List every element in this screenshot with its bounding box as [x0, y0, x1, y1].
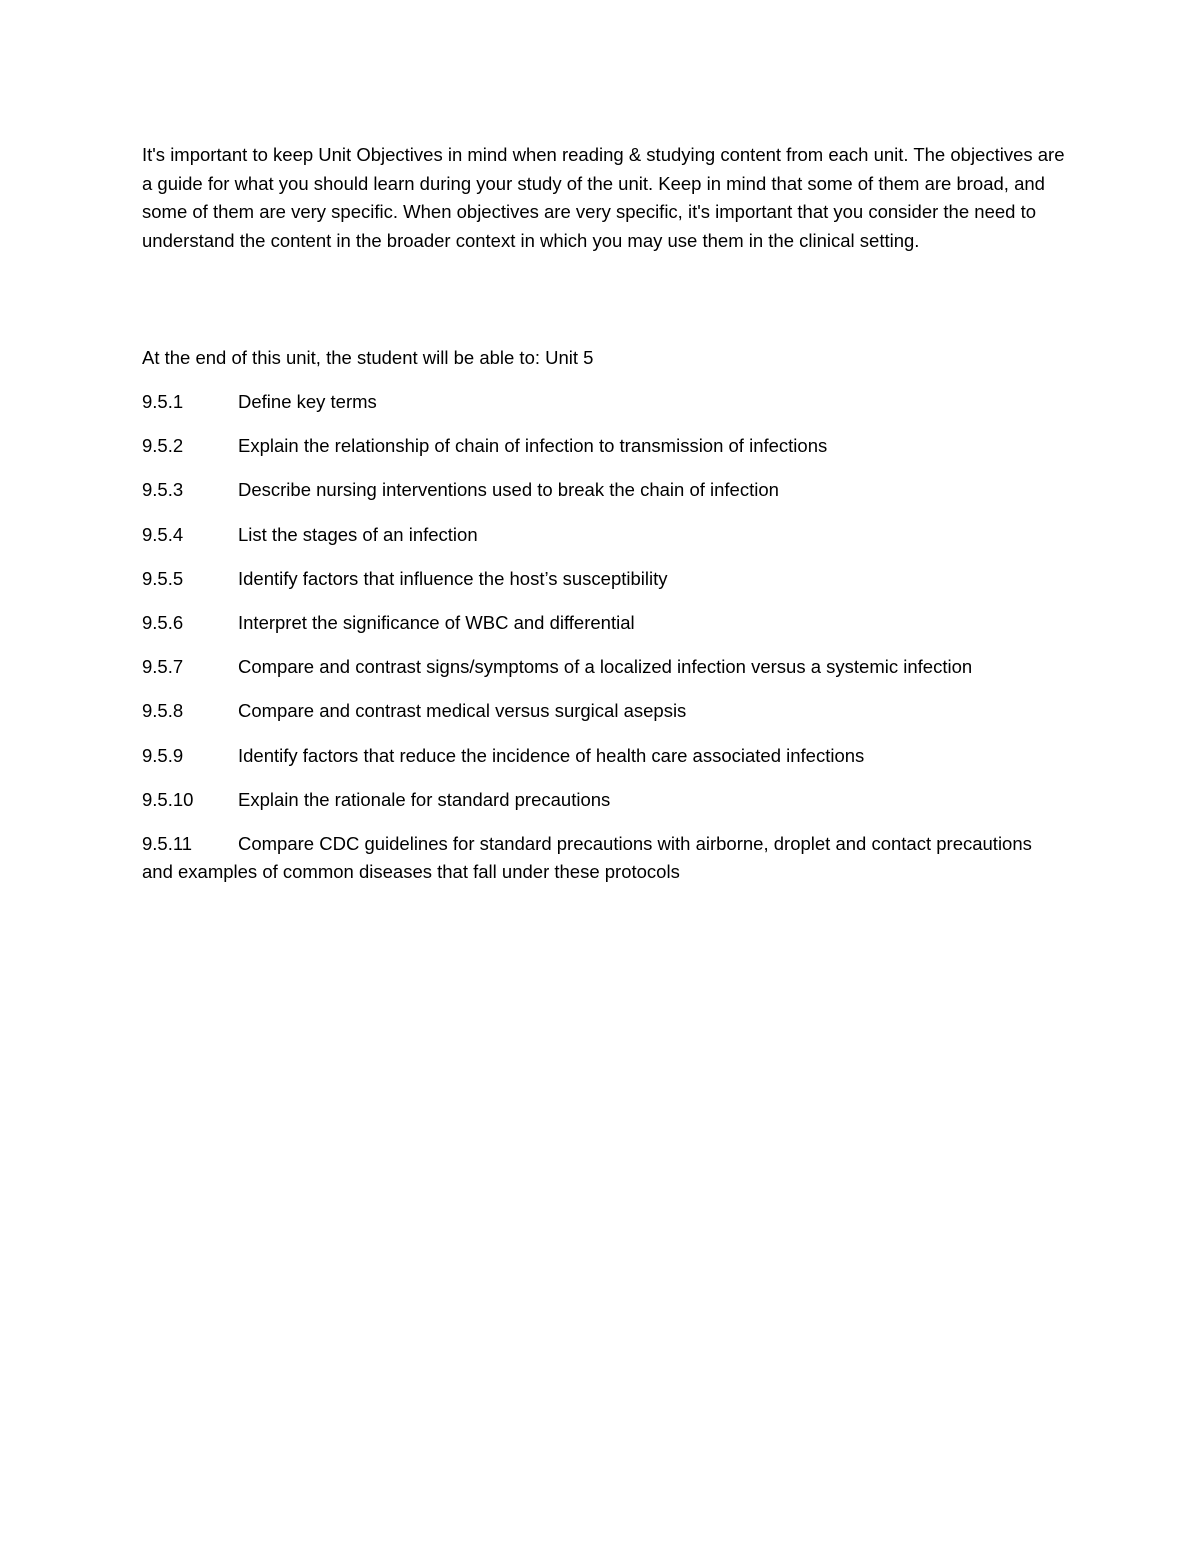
objective-item — [142, 476, 1062, 505]
objective-number: 9.5.8 — [142, 700, 184, 722]
intro-paragraph: It's important to keep Unit Objectives in mind when reading & studying content from each unit. The objectives are a guide for what you should learn during your study of the unit. Keep in mind that some of them are broad, and some of them are very specific. When objectives are very specific, it's important that you consider the need to understand the content in the broader context in which you may use them in the clinical setting. — [142, 144, 1065, 251]
objective-number: 9.5.2 — [142, 435, 184, 457]
objective-number: 9.5.3 — [142, 479, 184, 501]
objective-text: Interpret the significance of WBC and differential — [238, 611, 635, 633]
objective-item — [142, 521, 1062, 550]
objective-number: 9.5.5 — [142, 567, 184, 589]
objective-number: 9.5.10 — [142, 788, 194, 810]
objective-text: Compare and contrast medical versus surgical asepsis — [238, 700, 687, 722]
objectives-lead: At the end of this unit, the student will be able to: Unit 5 — [142, 347, 594, 368]
objective-item — [142, 653, 1062, 682]
objective-text: List the stages of an infection — [238, 523, 478, 545]
objective-item — [142, 609, 1062, 638]
objective-number: 9.5.9 — [142, 744, 184, 766]
objective-text: Define key terms — [238, 391, 377, 412]
objective-number: 9.5.7 — [142, 656, 184, 678]
objective-item — [142, 786, 1062, 815]
objective-item — [142, 742, 1062, 771]
objective-text: Compare CDC guidelines for standard precautions with airborne, droplet and contact precautions and examples of common diseases that fall under these protocols — [142, 832, 1032, 883]
objective-item — [142, 432, 1062, 461]
objectives-list — [142, 388, 1062, 903]
objective-text: Explain the relationship of chain of infection to transmission of infections — [238, 435, 828, 457]
objective-text: Identify factors that reduce the incidence of health care associated infections — [238, 744, 865, 766]
objective-item — [142, 697, 1062, 726]
objective-text: Explain the rationale for standard precautions — [238, 788, 611, 810]
objective-number: 9.5.4 — [142, 523, 184, 545]
objective-item — [142, 830, 1062, 887]
objective-item — [142, 388, 1062, 417]
objective-number: 9.5.1 — [142, 391, 184, 412]
objective-text: Compare and contrast signs/symptoms of a localized infection versus a systemic infection — [238, 656, 973, 678]
objective-item — [142, 565, 1062, 594]
objective-text: Identify factors that influence the host’s susceptibility — [238, 567, 668, 589]
objective-number: 9.5.6 — [142, 611, 184, 633]
objective-text: Describe nursing interventions used to break the chain of infection — [238, 479, 779, 501]
objective-number: 9.5.11 — [142, 832, 193, 854]
